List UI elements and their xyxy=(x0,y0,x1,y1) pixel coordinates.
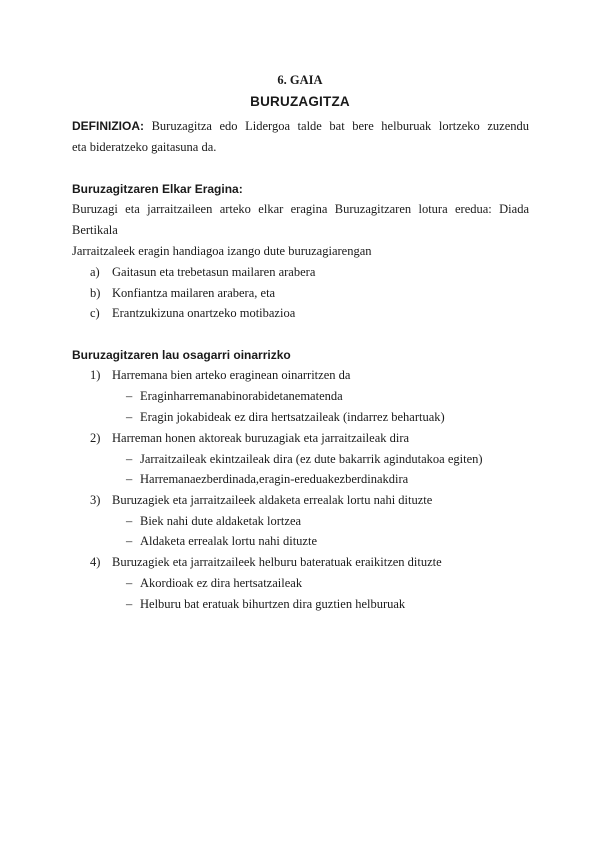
numbered-item-text: Buruzagiek eta jarraitzaileek aldaketa errealak lortu nahi dituzte xyxy=(112,493,433,507)
numbered-item-text: Harreman honen aktoreak buruzagiak eta jarraitzaileak dira xyxy=(112,431,410,445)
sub-list-item-text: Jarraitzaileak ekintzaileak dira (ez dute bakarrik agindutakoa egiten) xyxy=(140,452,483,466)
definition-text-2: eta bideratzeko gaitasuna da. xyxy=(72,140,217,154)
list-item xyxy=(90,285,275,301)
numbered-item xyxy=(90,367,350,383)
list-marker: a) xyxy=(90,265,100,279)
sub-list-item-text: Eraginharremanabinorabidetanematenda xyxy=(140,389,343,403)
sub-list-item-text: Helburu bat eratuak bihurtzen dira guztien helburuak xyxy=(140,597,406,611)
chapter-label: 6. GAIA xyxy=(277,73,323,87)
sub-list-item: – Biek nahi dute aldaketak lortzea xyxy=(126,514,302,528)
sub-list-item: – Eragin jokabideak ez dira hertsatzaileak (indarrez behartuak) xyxy=(126,410,445,424)
list-marker: 4) xyxy=(90,555,101,569)
numbered-item-text: Buruzagiek eta jarraitzaileek helburu bateratuak eraikitzen dituzte xyxy=(112,555,442,569)
list-item-text: Erantzukizuna onartzeko motibazioa xyxy=(112,306,296,320)
definition-line-1 xyxy=(72,118,529,134)
numbered-item-text: Harremana bien arteko eraginean oinarritzen da xyxy=(112,368,351,382)
numbered-item xyxy=(90,430,409,446)
sub-list-item-text: Eragin jokabideak ez dira hertsatzaileak (indarrez behartuak) xyxy=(140,410,445,424)
sub-list-item: – Eraginharremanabinorabidetanematenda xyxy=(126,389,343,403)
section1-paragraph-line-2: Bertikala xyxy=(72,223,118,237)
list-item xyxy=(90,305,295,321)
section1-intro: Jarraitzaleek eragin handiagoa izango dute buruzagiarengan xyxy=(72,244,372,258)
sub-list-item: – Aldaketa errealak lortu nahi dituzte xyxy=(126,534,318,548)
sub-list-item-text: Harremanaezberdinada,eragin-ereduakezberdinakdira xyxy=(140,472,409,486)
list-marker: c) xyxy=(90,306,100,320)
list-marker: 1) xyxy=(90,368,101,382)
numbered-item xyxy=(90,554,442,570)
sub-list-item-text: Aldaketa errealak lortu nahi dituzte xyxy=(140,534,318,548)
list-item xyxy=(90,264,315,280)
list-marker: b) xyxy=(90,286,101,300)
list-marker: 3) xyxy=(90,493,101,507)
sub-list-item: – Jarraitzaileak ekintzaileak dira (ez dute bakarrik agindutakoa egiten) xyxy=(126,452,483,466)
definition-label: DEFINIZIOA: xyxy=(72,119,144,133)
numbered-item xyxy=(90,492,432,508)
list-marker: 2) xyxy=(90,431,101,445)
sub-list-item: – Harremanaezberdinada,eragin-ereduakezberdinakdira xyxy=(126,472,409,486)
section-heading-elkar-eragina: Buruzagitzaren Elkar Eragina: xyxy=(72,182,243,196)
sub-list-item: – Helburu bat eratuak bihurtzen dira guztien helburuak xyxy=(126,597,406,611)
list-item-text: Konfiantza mailaren arabera, eta xyxy=(112,286,276,300)
section1-paragraph-line-1: Buruzagi eta jarraitzaileen arteko elkar eragina Buruzagitzaren lotura eredua: Diada xyxy=(72,202,529,216)
sub-list-item-text: Biek nahi dute aldaketak lortzea xyxy=(140,514,302,528)
list-item-text: Gaitasun eta trebetasun mailaren arabera xyxy=(112,265,316,279)
section-heading-osagarri: Buruzagitzaren lau osagarri oinarrizko xyxy=(72,348,291,362)
sub-list-item: – Akordioak ez dira hertsatzaileak xyxy=(126,576,303,590)
sub-list-item-text: Akordioak ez dira hertsatzaileak xyxy=(140,576,303,590)
page-title: BURUZAGITZA xyxy=(250,94,350,109)
definition-text-1: Buruzagitza edo Lidergoa talde bat bere helburuak lortzeko zuzendu xyxy=(151,119,530,133)
